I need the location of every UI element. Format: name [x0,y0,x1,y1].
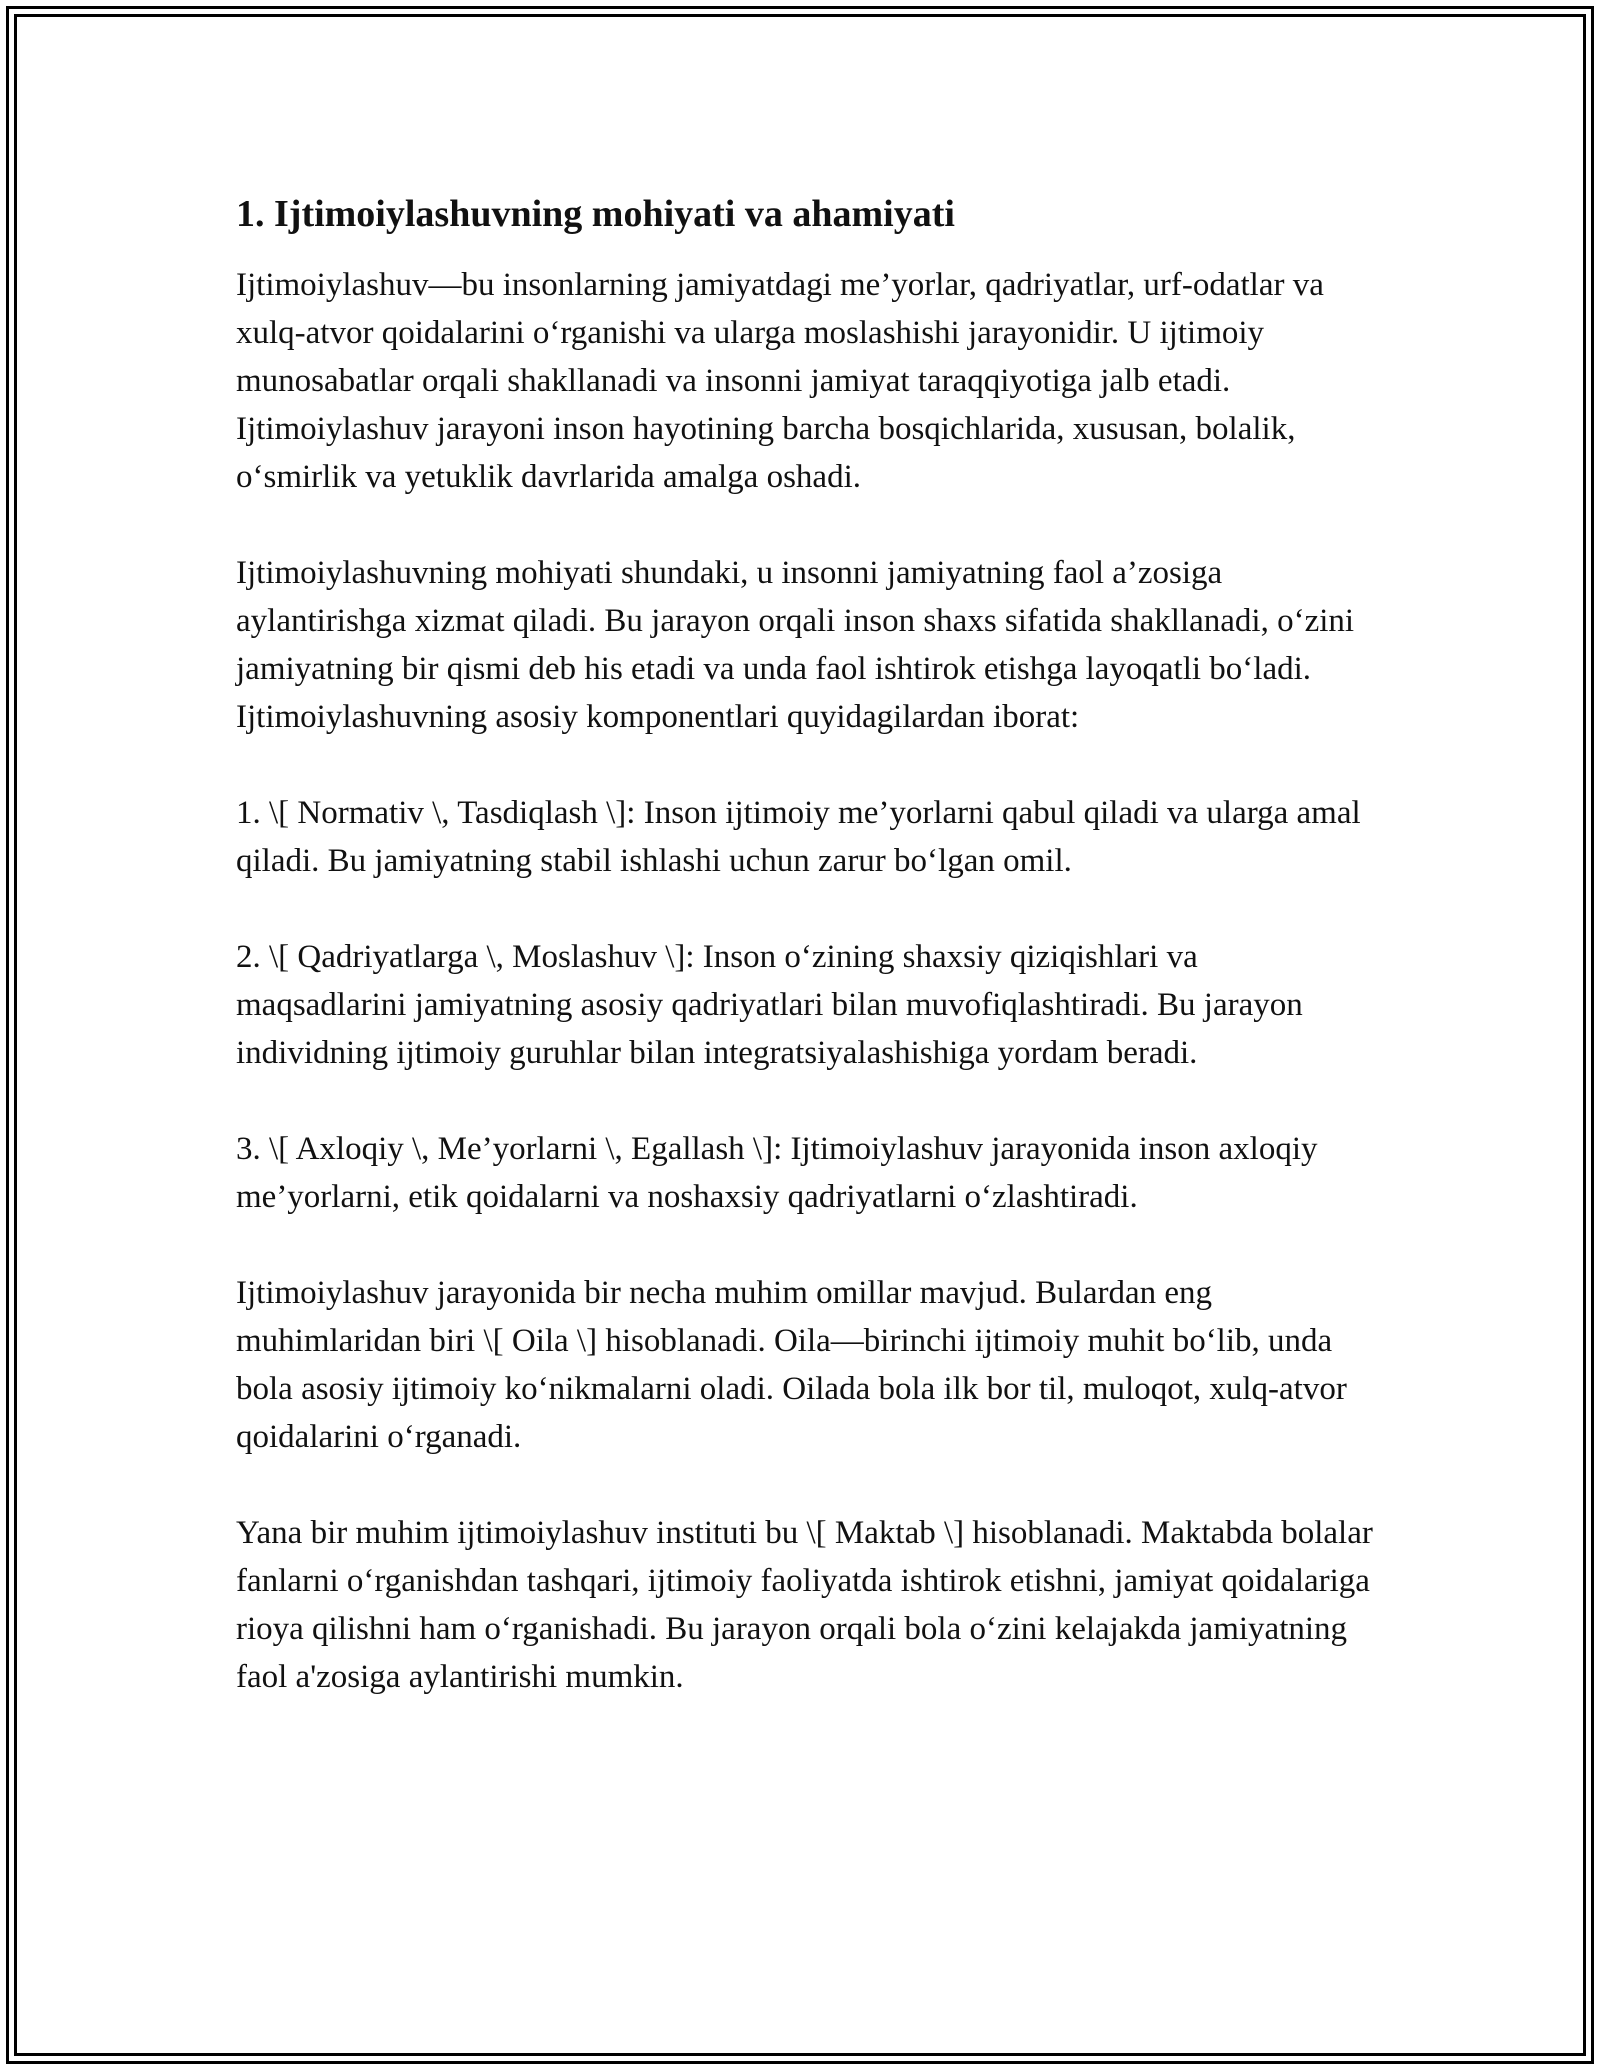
paragraph-component-2: 2. \[ Qadriyatlarga \, Moslashuv \]: Inson o‘zining shaxsiy qiziqishlari va maqsadlarini jamiyatning asosiy qadriyatlari bilan muvofiqlashtiradi. Bu jarayon individning ijtimoiy guruhlar bilan integratsiyalashishiga yordam beradi. [236,939,1303,1072]
paragraph-definition: Ijtimoiylashuv—bu insonlarning jamiyatdagi me’yorlar, qadriyatlar, urf-odatlar va xulq-atvor qoidalarini o‘rganishi va ularga moslashishi jarayonidir. U ijtimoiy munosabatlar orqali shakllanadi va insonni jamiyat taraqqiyotiga jalb etadi. Ijtimoiylashuv jarayoni inson hayotining barcha bosqichlarida, xususan, bolalik, o‘smirlik va yetuklik davrlarida amalga oshadi. [236,267,1324,496]
paragraph-family: Ijtimoiylashuv jarayonida bir necha muhim omillar mavjud. Bulardan eng muhimlaridan biri \[ Oila \] hisoblanadi. Oila—birinchi ijtimoiy muhit bo‘lib, unda bola asosiy ijtimoiy ko‘nikmalarni oladi. Oilada bola ilk bor til, muloqot, xulq-atvor qoidalarini o‘rganadi. [236,1275,1347,1456]
document-body [236,190,1376,1749]
paragraph-component-3: 3. \[ Axloqiy \, Me’yorlarni \, Egallash \]: Ijtimoiylashuv jarayonida inson axloqiy me’yorlarni, etik qoidalarni va noshaxsiy qadriyatlarni o‘zlashtiradi. [236,1131,1318,1216]
paragraph-school: Yana bir muhim ijtimoiylashuv instituti bu \[ Maktab \] hisoblanadi. Maktabda bolalar fanlarni o‘rganishdan tashqari, ijtimoiy faoliyatda ishtirok etishni, jamiyat qoidalariga rioya qilishni ham o‘rganishadi. Bu jarayon orqali bola o‘zini kelajakda jamiyatning faol a'zosiga aylantirishi mumkin. [236,1515,1373,1696]
paragraph-component-1: 1. \[ Normativ \, Tasdiqlash \]: Inson ijtimoiy me’yorlarni qabul qiladi va ularga amal qiladi. Bu jamiyatning stabil ishlashi uchun zarur bo‘lgan omil. [236,795,1361,880]
section-heading: 1. Ijtimoiylashuvning mohiyati va ahamiyati [236,193,955,235]
paragraph-essence: Ijtimoiylashuvning mohiyati shundaki, u insonni jamiyatning faol a’zosiga aylantirishga xizmat qiladi. Bu jarayon orqali inson shaxs sifatida shakllanadi, o‘zini jamiyatning bir qismi deb his etadi va unda faol ishtirok etishga layoqatli bo‘ladi. Ijtimoiylashuvning asosiy komponentlari quyidagilardan iborat: [236,555,1355,736]
